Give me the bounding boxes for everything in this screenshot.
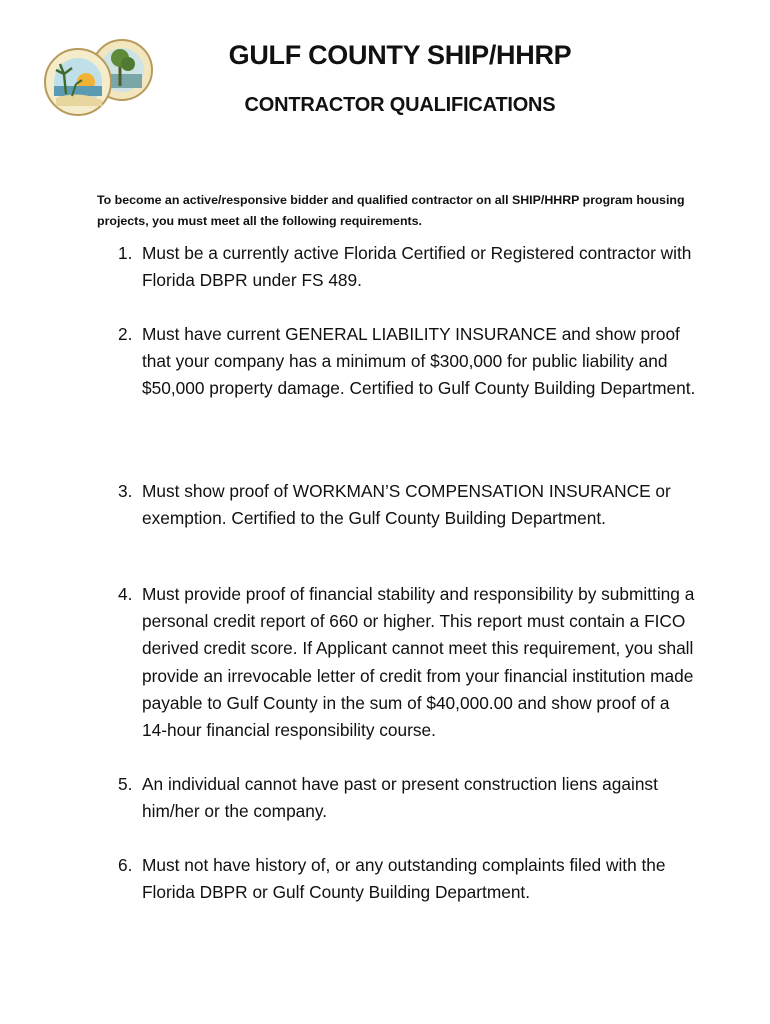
requirement-item-4 [118, 581, 698, 744]
requirement-number: 4. [118, 584, 133, 604]
requirement-number: 1. [118, 243, 133, 263]
requirement-text: Must provide proof of financial stability and responsibility by submitting a personal credit report of 660 or higher. This report must contain a FICO derived credit score. If Applicant cannot meet this requirement, you shall provide an irrevocable letter of credit from your financial institution made payable to Gulf County in the sum of $40,000.00 and show proof of a 14-hour financial responsibility course. [142, 584, 695, 741]
requirement-text: Must be a currently active Florida Certified or Registered contractor with Florida DBPR under FS 489. [142, 243, 692, 291]
requirement-number: 2. [118, 324, 133, 344]
requirement-item-5 [118, 771, 698, 825]
page-title: GULF COUNTY SHIP/HHRP [228, 40, 572, 70]
requirement-item-3 [118, 478, 698, 532]
requirement-text: Must show proof of WORKMAN’S COMPENSATION INSURANCE or exemption. Certified to the Gulf County Building Department. [142, 481, 671, 529]
requirement-item-2 [118, 321, 698, 403]
requirement-item-1 [118, 240, 698, 294]
requirement-number: 5. [118, 774, 133, 794]
requirement-number: 6. [118, 855, 133, 875]
requirement-text: Must not have history of, or any outstanding complaints filed with the Florida DBPR or Gulf County Building Department. [142, 855, 666, 903]
page-subtitle: CONTRACTOR QUALIFICATIONS [244, 94, 556, 116]
requirement-item-6 [118, 852, 698, 906]
intro-paragraph: To become an active/responsive bidder and qualified contractor on all SHIP/HHRP program housing projects, you must meet all the following requirements. [97, 193, 685, 228]
requirement-text: An individual cannot have past or present construction liens against him/her or the company. [142, 774, 658, 822]
requirement-text: Must have current GENERAL LIABILITY INSURANCE and show proof that your company has a minimum of $300,000 for public liability and $50,000 property damage. Certified to Gulf County Building Department. [142, 324, 696, 399]
requirement-number: 3. [118, 481, 133, 501]
